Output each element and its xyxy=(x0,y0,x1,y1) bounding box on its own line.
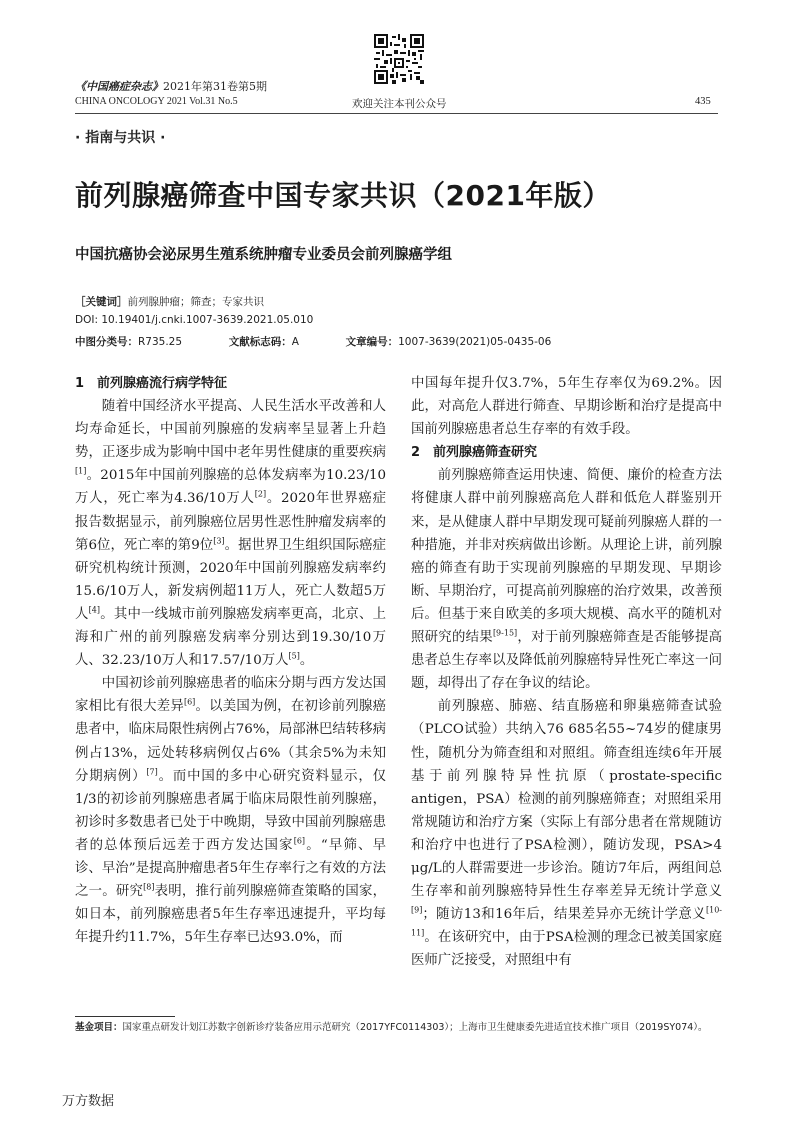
paragraph: 随着中国经济水平提高、人民生活水平改善和人均寿命延长，中国前列腺癌的发病率呈显著上升趋势，正逐步成为影响中国中老年男性健康的重要疾病[1]。2015年中国前列腺癌的总体发病率为10.23/10万人，死亡率为4.36/10万人[2]。2020年世界癌症报告数据显示，前列腺癌位居男性恶性肿瘤发病率的第6位，死亡率的第9位[3]。据世界卫生组织国际癌症研究机构统计预测，2020年中国前列腺癌发病率约15.6/10万人，新发病例超11万人，死亡人数超5万人[4]。其中一线城市前列腺癌发病率更高，北京、上海和广州的前列腺癌发病率分别达到19.30/10万人、32.23/10万人和17.57/10万人[5]。 xyxy=(75,399,387,669)
citation: [6] xyxy=(293,836,306,846)
funding-footnote xyxy=(75,1021,715,1035)
paragraph: 前列腺癌筛查运用快速、简便、廉价的检查方法将健康人群中前列腺癌高危人群和低危人群鉴别开来，是从健康人群中早期发现可疑前列腺癌人群的一种措施，并非对疾病做出诊断。从理论上讲，前列腺癌的筛查有助于实现前列腺癌的早期发现、早期诊断、早期治疗，可提高前列腺癌的治疗效果，改善预后。但基于来自欧美的多项大规模、高水平的随机对照研究的结果[9-15]，对于前列腺癌筛查是否能够提高患者总生存率以及降低前列腺癌特异性死亡率这一问题，却得出了存在争议的结论。 xyxy=(411,468,722,692)
citation: [8] xyxy=(143,882,155,892)
journal-issue: 2021年第31卷第5期 xyxy=(163,80,267,93)
page-number: 435 xyxy=(695,96,711,107)
footnote-rule xyxy=(75,1016,175,1017)
qr-caption: 欢迎关注本刊公众号 xyxy=(352,98,447,110)
keywords-line xyxy=(75,294,264,309)
article-authors: 中国抗癌协会泌尿男生殖系统肿瘤专业委员会前列腺癌学组 xyxy=(75,247,452,263)
section-heading-2: 2 前列腺癌筛查研究 xyxy=(411,445,538,461)
citation: [4] xyxy=(88,605,100,615)
body-column-left xyxy=(75,372,386,949)
paragraph: 中国初诊前列腺癌患者的临床分期与西方发达国家相比有很大差异[6]。以美国为例，在初诊前列腺癌患者中，临床局限性病例占76%，局部淋巴结转移病例占13%，远处转移病例仅占6%（其余5%为未知分期病例）[7]。而中国的多中心研究资料显示，仅1/3的初诊前列腺癌患者属于临床局限性前列腺癌，初诊时多数患者已处于中晚期，导致中国前列腺癌患者的总体预后远差于西方发达国家[6]。“早筛、早诊、早治”是提高肿瘤患者5年生存率行之有效的方法之一。研究[8]表明，推行前列腺癌筛查策略的国家，如日本，前列腺癌患者5年生存率迅速提升，平均每年提升约11.7%，5年生存率已达93.0%，而 xyxy=(75,676,387,946)
citation: [7] xyxy=(146,767,158,777)
citation: [2] xyxy=(254,490,267,499)
citation: [9] xyxy=(411,905,423,915)
paragraph: 前列腺癌、肺癌、结直肠癌和卵巢癌筛查试验（PLCO试验）共纳入76 685名55~74岁的健康男性，随机分为筛查组和对照组。筛查组连续6年开展基于前列腺特异性抗原（prostate-specific antigen，PSA）检测的前列腺癌筛查；对照组采用常规随访和治疗方案（实际上有部分患者在常规随访和治疗中也进行了PSA检测），随访发现，PSA>4 μg/L的人群需要进一步诊治。随访7年后，两组间总生存率和前列腺癌特异性生存率差异无统计学意义[9]；随访13和16年后，结果差异亦无统计学意义[10-11]。在该研究中，由于PSA检测的理念已被美国家庭医师广泛接受，对照组中有 xyxy=(411,699,722,969)
watermark: 万方数据 xyxy=(62,1094,115,1109)
article-no-label: 文章编号： xyxy=(345,336,399,348)
article-no-value: 1007-3639(2021)05-0435-06 xyxy=(398,336,552,348)
journal-name: 《中国癌症杂志》 xyxy=(75,80,163,93)
citation: [10-11] xyxy=(411,905,722,938)
section-tag: · 指南与共识 · xyxy=(75,130,166,146)
citation: [3] xyxy=(213,536,225,546)
clc-label: 中图分类号： xyxy=(75,336,138,348)
citation: [1] xyxy=(75,466,87,476)
journal-header xyxy=(75,80,267,94)
body-column-right xyxy=(411,372,722,972)
section-heading-1: 1 前列腺癌流行病学特征 xyxy=(75,376,228,391)
classification-line xyxy=(75,334,551,349)
doc-code-label: 文献标志码： xyxy=(228,336,292,348)
keywords-label: ［关键词］ xyxy=(75,296,128,308)
citation: [6] xyxy=(183,697,196,707)
citation: [9-15] xyxy=(492,628,518,638)
keywords: 前列腺肿瘤；筛查；专家共识 xyxy=(127,296,264,308)
footnote-text: 国家重点研发计划江苏数字创新诊疗装备应用示范研究（2017YFC0114303）；上海市卫生健康委先进适宜技术推广项目（2019SY074）。 xyxy=(122,1022,708,1033)
doi: DOI: 10.19401/j.cnki.1007-3639.2021.05.010 xyxy=(75,314,314,326)
article-title: 前列腺癌筛查中国专家共识（2021年版） xyxy=(75,179,611,212)
paragraph-continued: 中国每年提升仅3.7%，5年生存率仅为69.2%。因此，对高危人群进行筛查、早期诊断和治疗是提高中国前列腺癌患者总生存率的有效手段。 xyxy=(411,376,722,438)
clc-value: R735.25 xyxy=(138,336,183,348)
qr-code-icon xyxy=(374,34,424,84)
citation: [5] xyxy=(288,651,300,661)
doc-code-value: A xyxy=(291,336,299,348)
header-rule xyxy=(75,113,718,114)
journal-name-en: CHINA ONCOLOGY 2021 Vol.31 No.5 xyxy=(75,96,238,107)
footnote-label: 基金项目： xyxy=(75,1022,123,1033)
